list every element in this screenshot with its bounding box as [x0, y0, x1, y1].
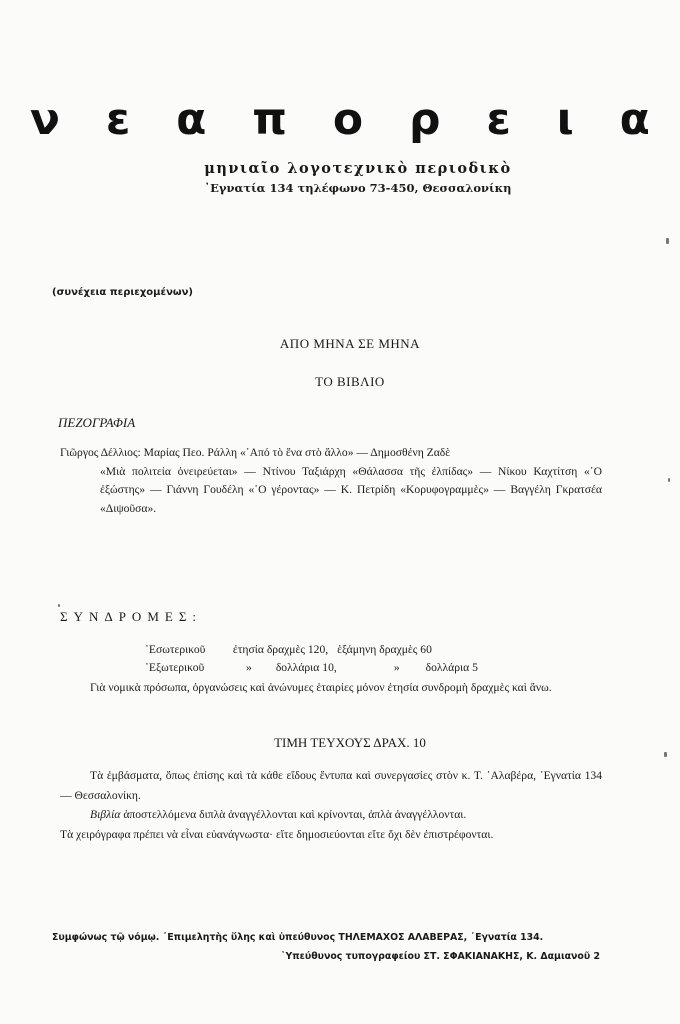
- masthead-address: ᾿Εγνατία 134 τηλέφωνο 73-450, Θεσσαλονίκη: [204, 181, 512, 195]
- section-heading-month: ΑΠΟ ΜΗΝΑ ΣΕ ΜΗΝΑ: [279, 336, 421, 351]
- print-speck: [666, 238, 669, 244]
- subscriptions-heading: ΣΥΝΔΡΟΜΕΣ:: [60, 609, 202, 624]
- print-speck: [664, 752, 667, 757]
- prose-heading: ΠΕΖΟΓΡΑΦΙΑ: [58, 415, 136, 430]
- contents-note: (συνέχεια περιεχομένων): [52, 287, 193, 298]
- subscription-label: ᾿Εξωτερικοῦ: [145, 661, 205, 674]
- print-speck: [58, 604, 60, 607]
- masthead-letter: ρ: [408, 94, 441, 145]
- note-manuscripts: Τὰ χειρόγραφα πρέπει νὰ εἶναι εὐανάγνωστα· εἴτε δημοσιεύονται εἴτε ὄχι δὲν ἐπιστρέφονται.: [60, 827, 494, 841]
- imprint-editor: Συμφώνως τῷ νόμῳ. ᾿Επιμελητὴς ὕλης καὶ ὑπεύθυνος ΤΗΛΕΜΑΧΟΣ ΑΛΑΒΕΡΑΣ, ᾿Εγνατία 134.: [52, 932, 544, 943]
- section-heading-book: ΤΟ ΒΙΒΛΙΟ: [315, 374, 385, 389]
- print-speck: [668, 478, 670, 482]
- note-books: [60, 805, 602, 825]
- subscription-label: ᾿Εσωτερικοῦ: [145, 643, 206, 656]
- masthead-letter: ν: [30, 94, 60, 145]
- masthead-letter: π: [252, 94, 288, 145]
- prose-contents: [60, 444, 602, 518]
- note-remittances: Τὰ ἐμβάσματα, ὅπως ἐπίσης καὶ τὰ κάθε εἴδους ἔντυπα καὶ συνεργασίες στὸν κ. Τ. ᾿Αλαβέρα, ᾿Εγνατία 134 — Θεσσαλονίκη.: [60, 769, 602, 802]
- masthead-subtitle: μηνιαῖο λογοτεχνικὸ περιοδικὸ: [204, 160, 512, 177]
- subscription-semi: ἑξάμηνη δραχμὲς 60: [337, 643, 432, 656]
- note-books-italic: Βιβλία: [90, 808, 121, 821]
- subscription-row-foreign: [145, 661, 545, 674]
- subscription-semi: δολλάρια 5: [425, 661, 478, 674]
- subscription-row-domestic: [145, 643, 545, 656]
- prose-rest: «Μιὰ πολιτεία ὀνειρεύεται» — Ντίνου Ταξιάρχη «Θάλασσα τῆς ἐλπίδας» — Νίκου Καχτίτση «῾Ο ἐξώστης» — Γιάννη Γουδέλη «῾Ο γέροντας» — Κ. Πετρίδη «Κορυφογραμμὲς» — Βαγγέλη Γκρατσέα «Διψοῦσα».: [100, 464, 602, 515]
- issue-price: ΤΙΜΗ ΤΕΥΧΟΥΣ ΔΡΑΧ. 10: [274, 735, 426, 750]
- prose-first-line: Γιῶργος Δέλλιος: Μαρίας Πεο. Ράλλη «᾿Από τὸ ἕνα στὸ ἄλλο» — Δημοσθένη Ζαδὲ: [60, 446, 451, 459]
- masthead-letter: α: [176, 94, 207, 145]
- note-books-text: ἀποστελλόμενα διπλὰ ἀναγγέλλονται καὶ κρίνονται, ἁπλὰ ἀναγγέλλονται.: [123, 808, 467, 821]
- masthead-letter: ε: [105, 94, 131, 145]
- ditto-mark: »: [246, 661, 252, 674]
- subscriptions-legal-note: Γιὰ νομικὰ πρόσωπα, ὀργανώσεις καὶ ἀνώνυμες ἑταιρίες μόνον ἐτησία συνδρομὴ δραχμὲς καὶ ἄνω.: [90, 681, 552, 694]
- masthead-letter: ε: [486, 94, 511, 145]
- ditto-mark: »: [393, 661, 400, 674]
- masthead-letter: ο: [332, 94, 364, 145]
- subscription-annual: ἐτησία δραχμὲς 120,: [232, 643, 329, 656]
- subscription-annual: δολλάρια 10,: [275, 661, 337, 674]
- imprint-footer: [52, 928, 600, 966]
- imprint-printer: ῾Υπεύθυνος τυπογραφείου ΣΤ. ΣΦΑΚΙΑΝΑΚΗΣ, Κ. Δαμιανοῦ 2: [280, 951, 600, 962]
- masthead-letter: α: [619, 94, 650, 145]
- masthead-title: [30, 94, 650, 145]
- masthead-letter: ι: [556, 94, 574, 145]
- editorial-notes: [60, 766, 602, 844]
